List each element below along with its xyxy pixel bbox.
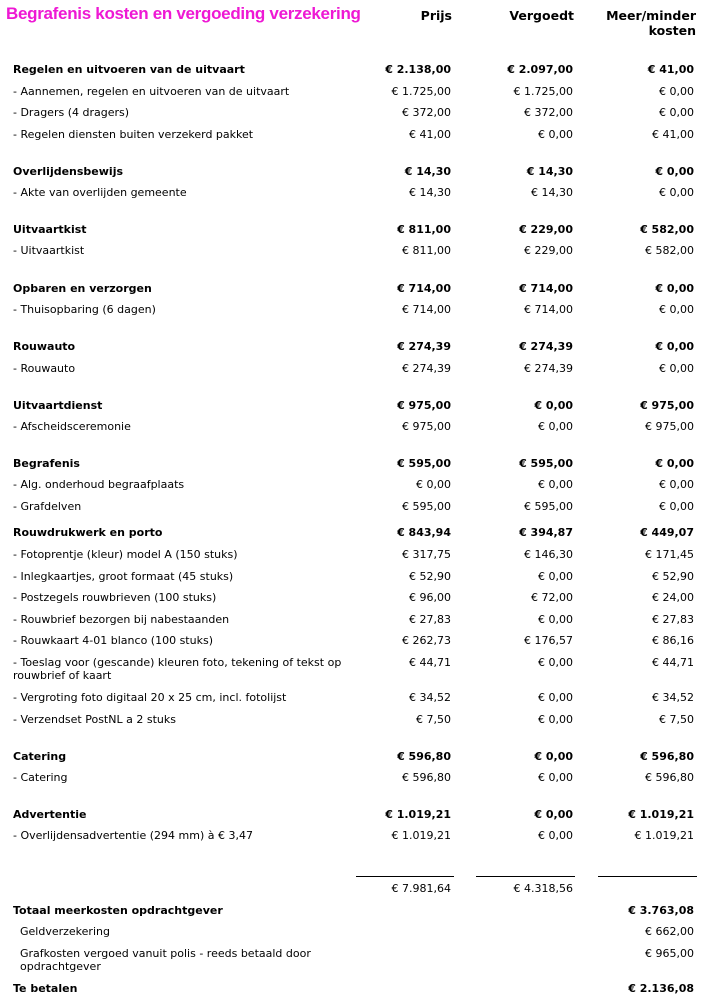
row-meer: € 52,90 <box>652 570 694 583</box>
row-label: - Toeslag voor (gescande) kleuren foto, tekening of tekst op rouwbrief of kaart <box>13 656 342 682</box>
row-label: - Inlegkaartjes, groot formaat (45 stuks) <box>13 570 234 583</box>
geldverzekering-value: € 662,00 <box>645 925 694 938</box>
row-prijs: € 1.019,21 <box>385 808 451 821</box>
row-meer: € 24,00 <box>652 591 694 604</box>
row-prijs: € 262,73 <box>402 634 451 647</box>
row-prijs: € 52,90 <box>409 570 451 583</box>
row-vergoedt: € 0,00 <box>538 829 573 842</box>
row-meer: € 1.019,21 <box>634 829 694 842</box>
row-label: Overlijdensbewijs <box>13 165 124 178</box>
row-label: - Rouwauto <box>13 362 76 375</box>
total-meerkosten-label: Totaal meerkosten opdrachtgever <box>13 904 223 917</box>
row-label: - Rouwkaart 4-01 blanco (100 stuks) <box>13 634 213 647</box>
sum-line-prijs <box>356 876 454 877</box>
row-meer: € 449,07 <box>640 526 694 539</box>
row-prijs: € 274,39 <box>397 340 451 353</box>
row-prijs: € 0,00 <box>416 478 451 491</box>
row-vergoedt: € 0,00 <box>534 808 573 821</box>
row-prijs: € 595,00 <box>397 457 451 470</box>
row-prijs: € 714,00 <box>397 282 451 295</box>
row-vergoedt: € 714,00 <box>524 303 573 316</box>
row-vergoedt: € 0,00 <box>534 750 573 763</box>
row-vergoedt: € 595,00 <box>524 500 573 513</box>
row-prijs: € 317,75 <box>402 548 451 561</box>
row-prijs: € 975,00 <box>402 420 451 433</box>
row-label: - Dragers (4 dragers) <box>13 106 130 119</box>
row-vergoedt: € 2.097,00 <box>507 63 573 76</box>
row-vergoedt: € 146,30 <box>524 548 573 561</box>
row-vergoedt: € 372,00 <box>524 106 573 119</box>
row-label: Uitvaartkist <box>13 223 87 236</box>
row-prijs: € 27,83 <box>409 613 451 626</box>
row-meer: € 596,80 <box>640 750 694 763</box>
page-title: Begrafenis kosten en vergoeding verzekering <box>6 4 361 23</box>
grafkosten-value: € 965,00 <box>645 947 694 960</box>
row-meer: € 975,00 <box>645 420 694 433</box>
row-label: Begrafenis <box>13 457 80 470</box>
row-meer: € 596,80 <box>645 771 694 784</box>
row-vergoedt: € 14,30 <box>531 186 573 199</box>
row-vergoedt: € 0,00 <box>538 128 573 141</box>
row-vergoedt: € 0,00 <box>538 691 573 704</box>
row-meer: € 582,00 <box>645 244 694 257</box>
row-meer: € 0,00 <box>655 165 694 178</box>
row-vergoedt: € 0,00 <box>538 570 573 583</box>
row-label: - Afscheidsceremonie <box>13 420 131 433</box>
row-vergoedt: € 394,87 <box>519 526 573 539</box>
grafkosten-label: Grafkosten vergoed vanuit polis - reeds betaald door opdrachtgever <box>20 947 311 973</box>
sum-prijs: € 7.981,64 <box>391 882 451 895</box>
row-meer: € 41,00 <box>652 128 694 141</box>
row-meer: € 0,00 <box>659 303 694 316</box>
row-meer: € 7,50 <box>659 713 694 726</box>
row-prijs: € 975,00 <box>397 399 451 412</box>
row-vergoedt: € 0,00 <box>534 399 573 412</box>
row-vergoedt: € 0,00 <box>538 656 573 669</box>
row-label: - Verzendset PostNL a 2 stuks <box>13 713 176 726</box>
row-meer: € 171,45 <box>645 548 694 561</box>
row-prijs: € 811,00 <box>402 244 451 257</box>
column-header-meer-line2: kosten <box>648 23 696 38</box>
row-label: - Regelen diensten buiten verzekerd pakket <box>13 128 254 141</box>
row-prijs: € 274,39 <box>402 362 451 375</box>
geldverzekering-label: Geldverzekering <box>20 925 110 938</box>
row-label: Rouwauto <box>13 340 76 353</box>
row-prijs: € 14,30 <box>404 165 451 178</box>
row-prijs: € 2.138,00 <box>385 63 451 76</box>
row-label: - Fotoprentje (kleur) model A (150 stuks) <box>13 548 238 561</box>
row-prijs: € 96,00 <box>409 591 451 604</box>
row-meer: € 0,00 <box>659 186 694 199</box>
row-prijs: € 14,30 <box>409 186 451 199</box>
row-vergoedt: € 0,00 <box>538 771 573 784</box>
row-label: Catering <box>13 750 67 763</box>
row-label: - Overlijdensadvertentie (294 mm) à € 3,47 <box>13 829 253 842</box>
row-meer: € 41,00 <box>647 63 694 76</box>
row-vergoedt: € 72,00 <box>531 591 573 604</box>
row-vergoedt: € 1.725,00 <box>513 85 573 98</box>
row-label: - Postzegels rouwbrieven (100 stuks) <box>13 591 217 604</box>
row-meer: € 44,71 <box>652 656 694 669</box>
row-prijs: € 7,50 <box>416 713 451 726</box>
row-meer: € 0,00 <box>659 500 694 513</box>
row-meer: € 582,00 <box>640 223 694 236</box>
row-meer: € 0,00 <box>659 85 694 98</box>
row-vergoedt: € 0,00 <box>538 420 573 433</box>
column-header-vergoedt: Vergoedt <box>509 8 574 23</box>
row-vergoedt: € 0,00 <box>538 613 573 626</box>
row-meer: € 1.019,21 <box>628 808 694 821</box>
row-meer: € 975,00 <box>640 399 694 412</box>
row-meer: € 34,52 <box>652 691 694 704</box>
row-vergoedt: € 0,00 <box>538 713 573 726</box>
row-meer: € 86,16 <box>652 634 694 647</box>
row-vergoedt: € 176,57 <box>524 634 573 647</box>
row-label: Opbaren en verzorgen <box>13 282 152 295</box>
row-vergoedt: € 595,00 <box>519 457 573 470</box>
row-meer: € 0,00 <box>655 340 694 353</box>
row-prijs: € 372,00 <box>402 106 451 119</box>
row-meer: € 0,00 <box>655 282 694 295</box>
row-vergoedt: € 0,00 <box>538 478 573 491</box>
te-betalen-value: € 2.136,08 <box>628 982 694 995</box>
sum-vergoedt: € 4.318,56 <box>513 882 573 895</box>
column-header-meer-minder <box>586 8 696 38</box>
column-header-meer-line1: Meer/minder <box>606 8 696 23</box>
te-betalen-label: Te betalen <box>13 982 78 995</box>
row-prijs: € 34,52 <box>409 691 451 704</box>
row-prijs: € 811,00 <box>397 223 451 236</box>
row-label: - Rouwbrief bezorgen bij nabestaanden <box>13 613 230 626</box>
row-meer: € 0,00 <box>659 362 694 375</box>
row-meer: € 0,00 <box>655 457 694 470</box>
row-label: Uitvaartdienst <box>13 399 103 412</box>
row-prijs: € 843,94 <box>397 526 451 539</box>
row-vergoedt: € 274,39 <box>524 362 573 375</box>
row-label: - Akte van overlijden gemeente <box>13 186 187 199</box>
row-label: Rouwdrukwerk en porto <box>13 526 163 539</box>
row-prijs: € 1.019,21 <box>391 829 451 842</box>
row-prijs: € 41,00 <box>409 128 451 141</box>
row-meer: € 27,83 <box>652 613 694 626</box>
row-label: - Aannemen, regelen en uitvoeren van de uitvaart <box>13 85 290 98</box>
row-meer: € 0,00 <box>659 106 694 119</box>
row-vergoedt: € 14,30 <box>526 165 573 178</box>
row-label: Advertentie <box>13 808 87 821</box>
column-header-prijs: Prijs <box>420 8 452 23</box>
sum-line-vergoedt <box>476 876 575 877</box>
row-prijs: € 596,80 <box>402 771 451 784</box>
row-prijs: € 1.725,00 <box>391 85 451 98</box>
row-label: - Alg. onderhoud begraafplaats <box>13 478 185 491</box>
row-label: - Catering <box>13 771 68 784</box>
row-prijs: € 714,00 <box>402 303 451 316</box>
row-vergoedt: € 274,39 <box>519 340 573 353</box>
row-vergoedt: € 714,00 <box>519 282 573 295</box>
row-prijs: € 596,80 <box>397 750 451 763</box>
row-prijs: € 44,71 <box>409 656 451 669</box>
total-meerkosten-value: € 3.763,08 <box>628 904 694 917</box>
sum-line-meer <box>598 876 697 877</box>
row-vergoedt: € 229,00 <box>519 223 573 236</box>
row-label: - Thuisopbaring (6 dagen) <box>13 303 156 316</box>
row-prijs: € 595,00 <box>402 500 451 513</box>
row-label: - Uitvaartkist <box>13 244 85 257</box>
row-vergoedt: € 229,00 <box>524 244 573 257</box>
row-label: - Vergroting foto digitaal 20 x 25 cm, incl. fotolijst <box>13 691 287 704</box>
row-label: Regelen en uitvoeren van de uitvaart <box>13 63 245 76</box>
row-label: - Grafdelven <box>13 500 82 513</box>
row-meer: € 0,00 <box>659 478 694 491</box>
